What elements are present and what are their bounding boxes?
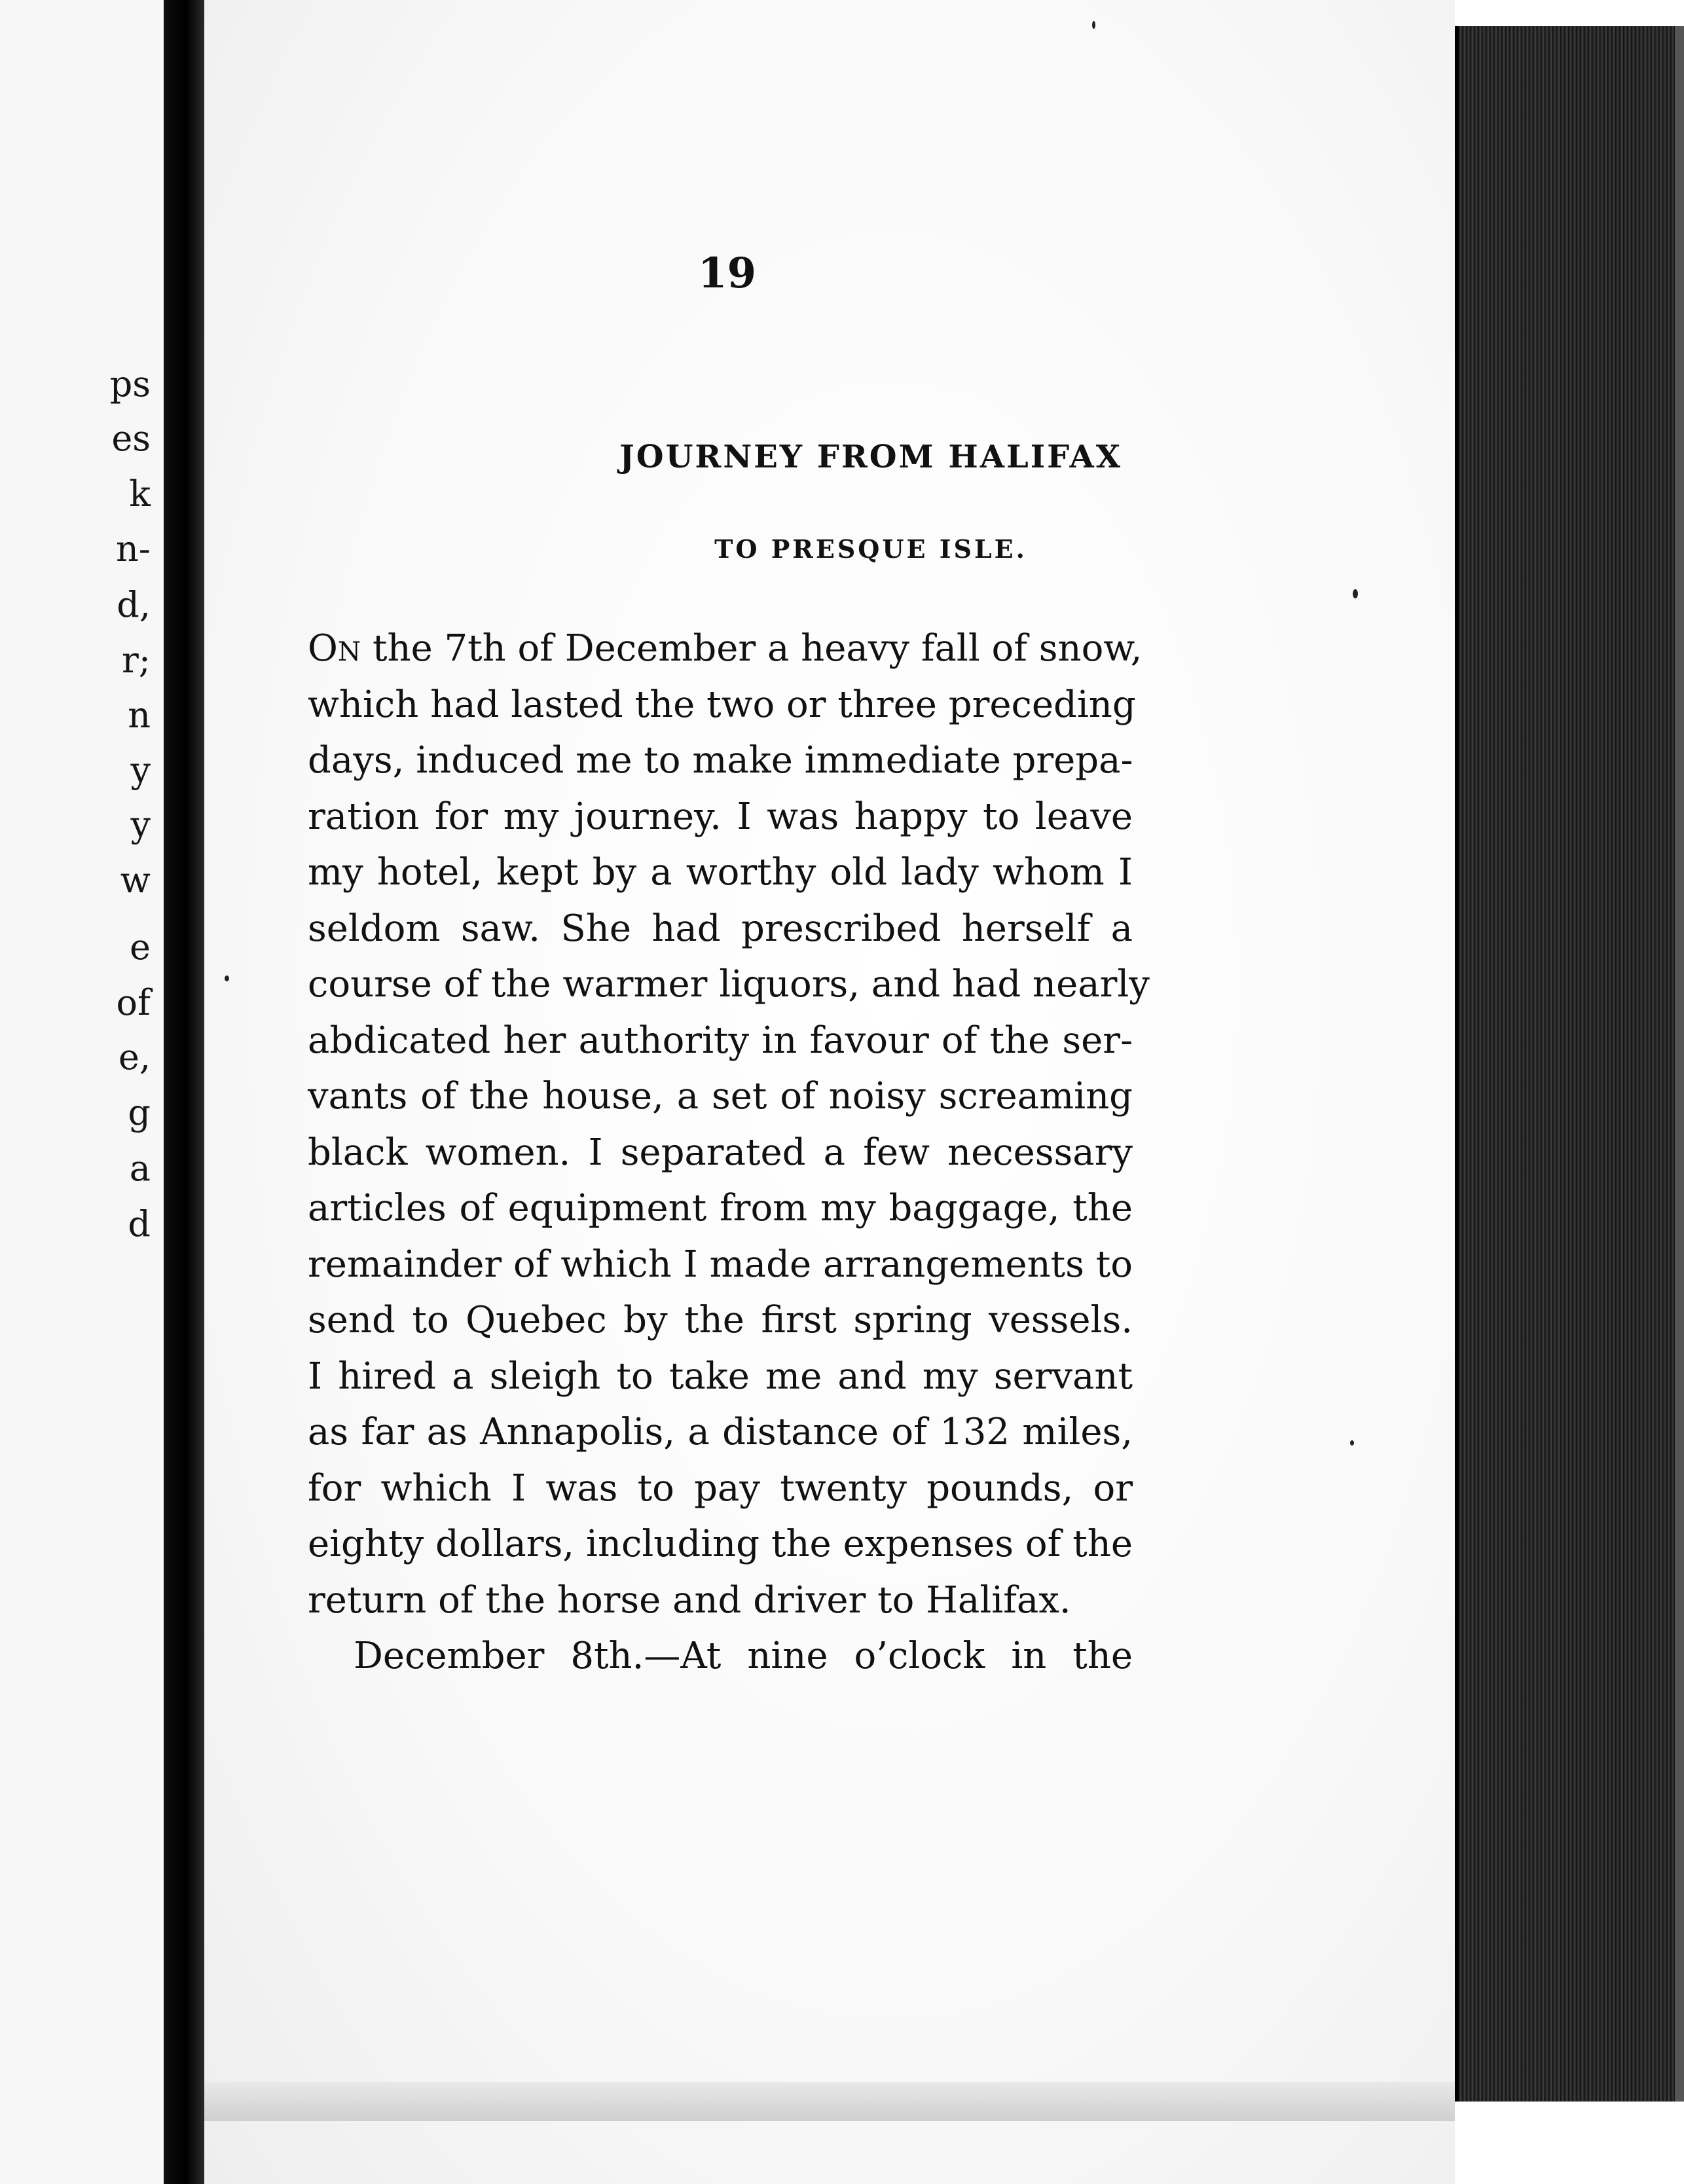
- left-page-fragment: r;: [121, 640, 151, 681]
- ink-speck: [225, 975, 229, 981]
- left-page-fragment: es: [111, 418, 151, 459]
- left-page-fragment: e: [130, 926, 151, 968]
- left-facing-page: [0, 0, 164, 2184]
- text-line: my hotel, kept by a worthy old lady whom I: [308, 851, 1133, 894]
- ink-speck: [1350, 1440, 1354, 1446]
- text-line: ration for my journey. I was happy to leave: [308, 795, 1133, 838]
- left-page-fragment: of: [116, 982, 151, 1023]
- page-bottom-shadow: [204, 2082, 1455, 2121]
- page-number: 19: [698, 249, 757, 298]
- text-line: send to Quebec by the first spring vessels.: [308, 1299, 1133, 1341]
- text-line: as far as Annapolis, a distance of 132 miles,: [308, 1411, 1133, 1453]
- opening-smallcap: N: [337, 636, 361, 667]
- text-line: [308, 621, 1143, 677]
- left-page-fragment: d: [128, 1203, 151, 1245]
- left-page-fragment: y: [130, 804, 151, 845]
- binding-gutter: [164, 0, 204, 2184]
- left-page-fragment: g: [128, 1092, 151, 1133]
- text-line: vants of the house, a set of noisy screaming: [308, 1075, 1133, 1118]
- text-line: for which I was to pay twenty pounds, or: [308, 1466, 1133, 1510]
- body-text: [308, 621, 1150, 1684]
- text-line: articles of equipment from my baggage, the: [308, 1187, 1133, 1229]
- left-page-fragment: n-: [115, 528, 151, 570]
- text-line: eighty dollars, including the expenses of the: [308, 1523, 1133, 1565]
- text-line: remainder of which I made arrangements to: [308, 1243, 1133, 1286]
- left-page-fragment: y: [130, 750, 151, 791]
- text-line: which had lasted the two or three preceding: [308, 683, 1136, 726]
- book-page-edges: [1455, 26, 1675, 2102]
- text-line: course of the warmer liquors, and had nearly: [308, 963, 1150, 1006]
- left-page-fragment: w: [120, 860, 151, 901]
- paragraph-start-line: December 8th.—At nine o’clock in the: [354, 1635, 1133, 1677]
- chapter-subtitle: TO PRESQUE ISLE.: [714, 534, 1027, 564]
- left-page-fragment: e,: [118, 1036, 151, 1078]
- ink-speck: [1353, 589, 1358, 598]
- text-line: black women. I separated a few necessary: [308, 1131, 1133, 1174]
- text-line: return of the horse and driver to Halifax.: [308, 1578, 1071, 1622]
- left-page-fragment: d,: [117, 584, 151, 625]
- left-page-fragment: k: [129, 473, 151, 515]
- text-line: I hired a sleigh to take me and my servant: [308, 1355, 1133, 1398]
- text-line: abdicated her authority in favour of the ser-: [308, 1019, 1133, 1062]
- line-text: the 7th of December a heavy fall of snow,: [361, 627, 1143, 670]
- opening-capital: O: [308, 627, 338, 670]
- text-line: seldom saw. She had prescribed herself a: [308, 907, 1133, 950]
- left-page-fragment: n: [128, 695, 151, 736]
- text-line: days, induced me to make immediate prepa-: [308, 739, 1133, 782]
- left-page-fragment: a: [129, 1148, 151, 1189]
- left-page-fragment: ps: [109, 363, 151, 405]
- ink-speck: [1092, 21, 1095, 29]
- chapter-title: JOURNEY FROM HALIFAX: [619, 439, 1122, 475]
